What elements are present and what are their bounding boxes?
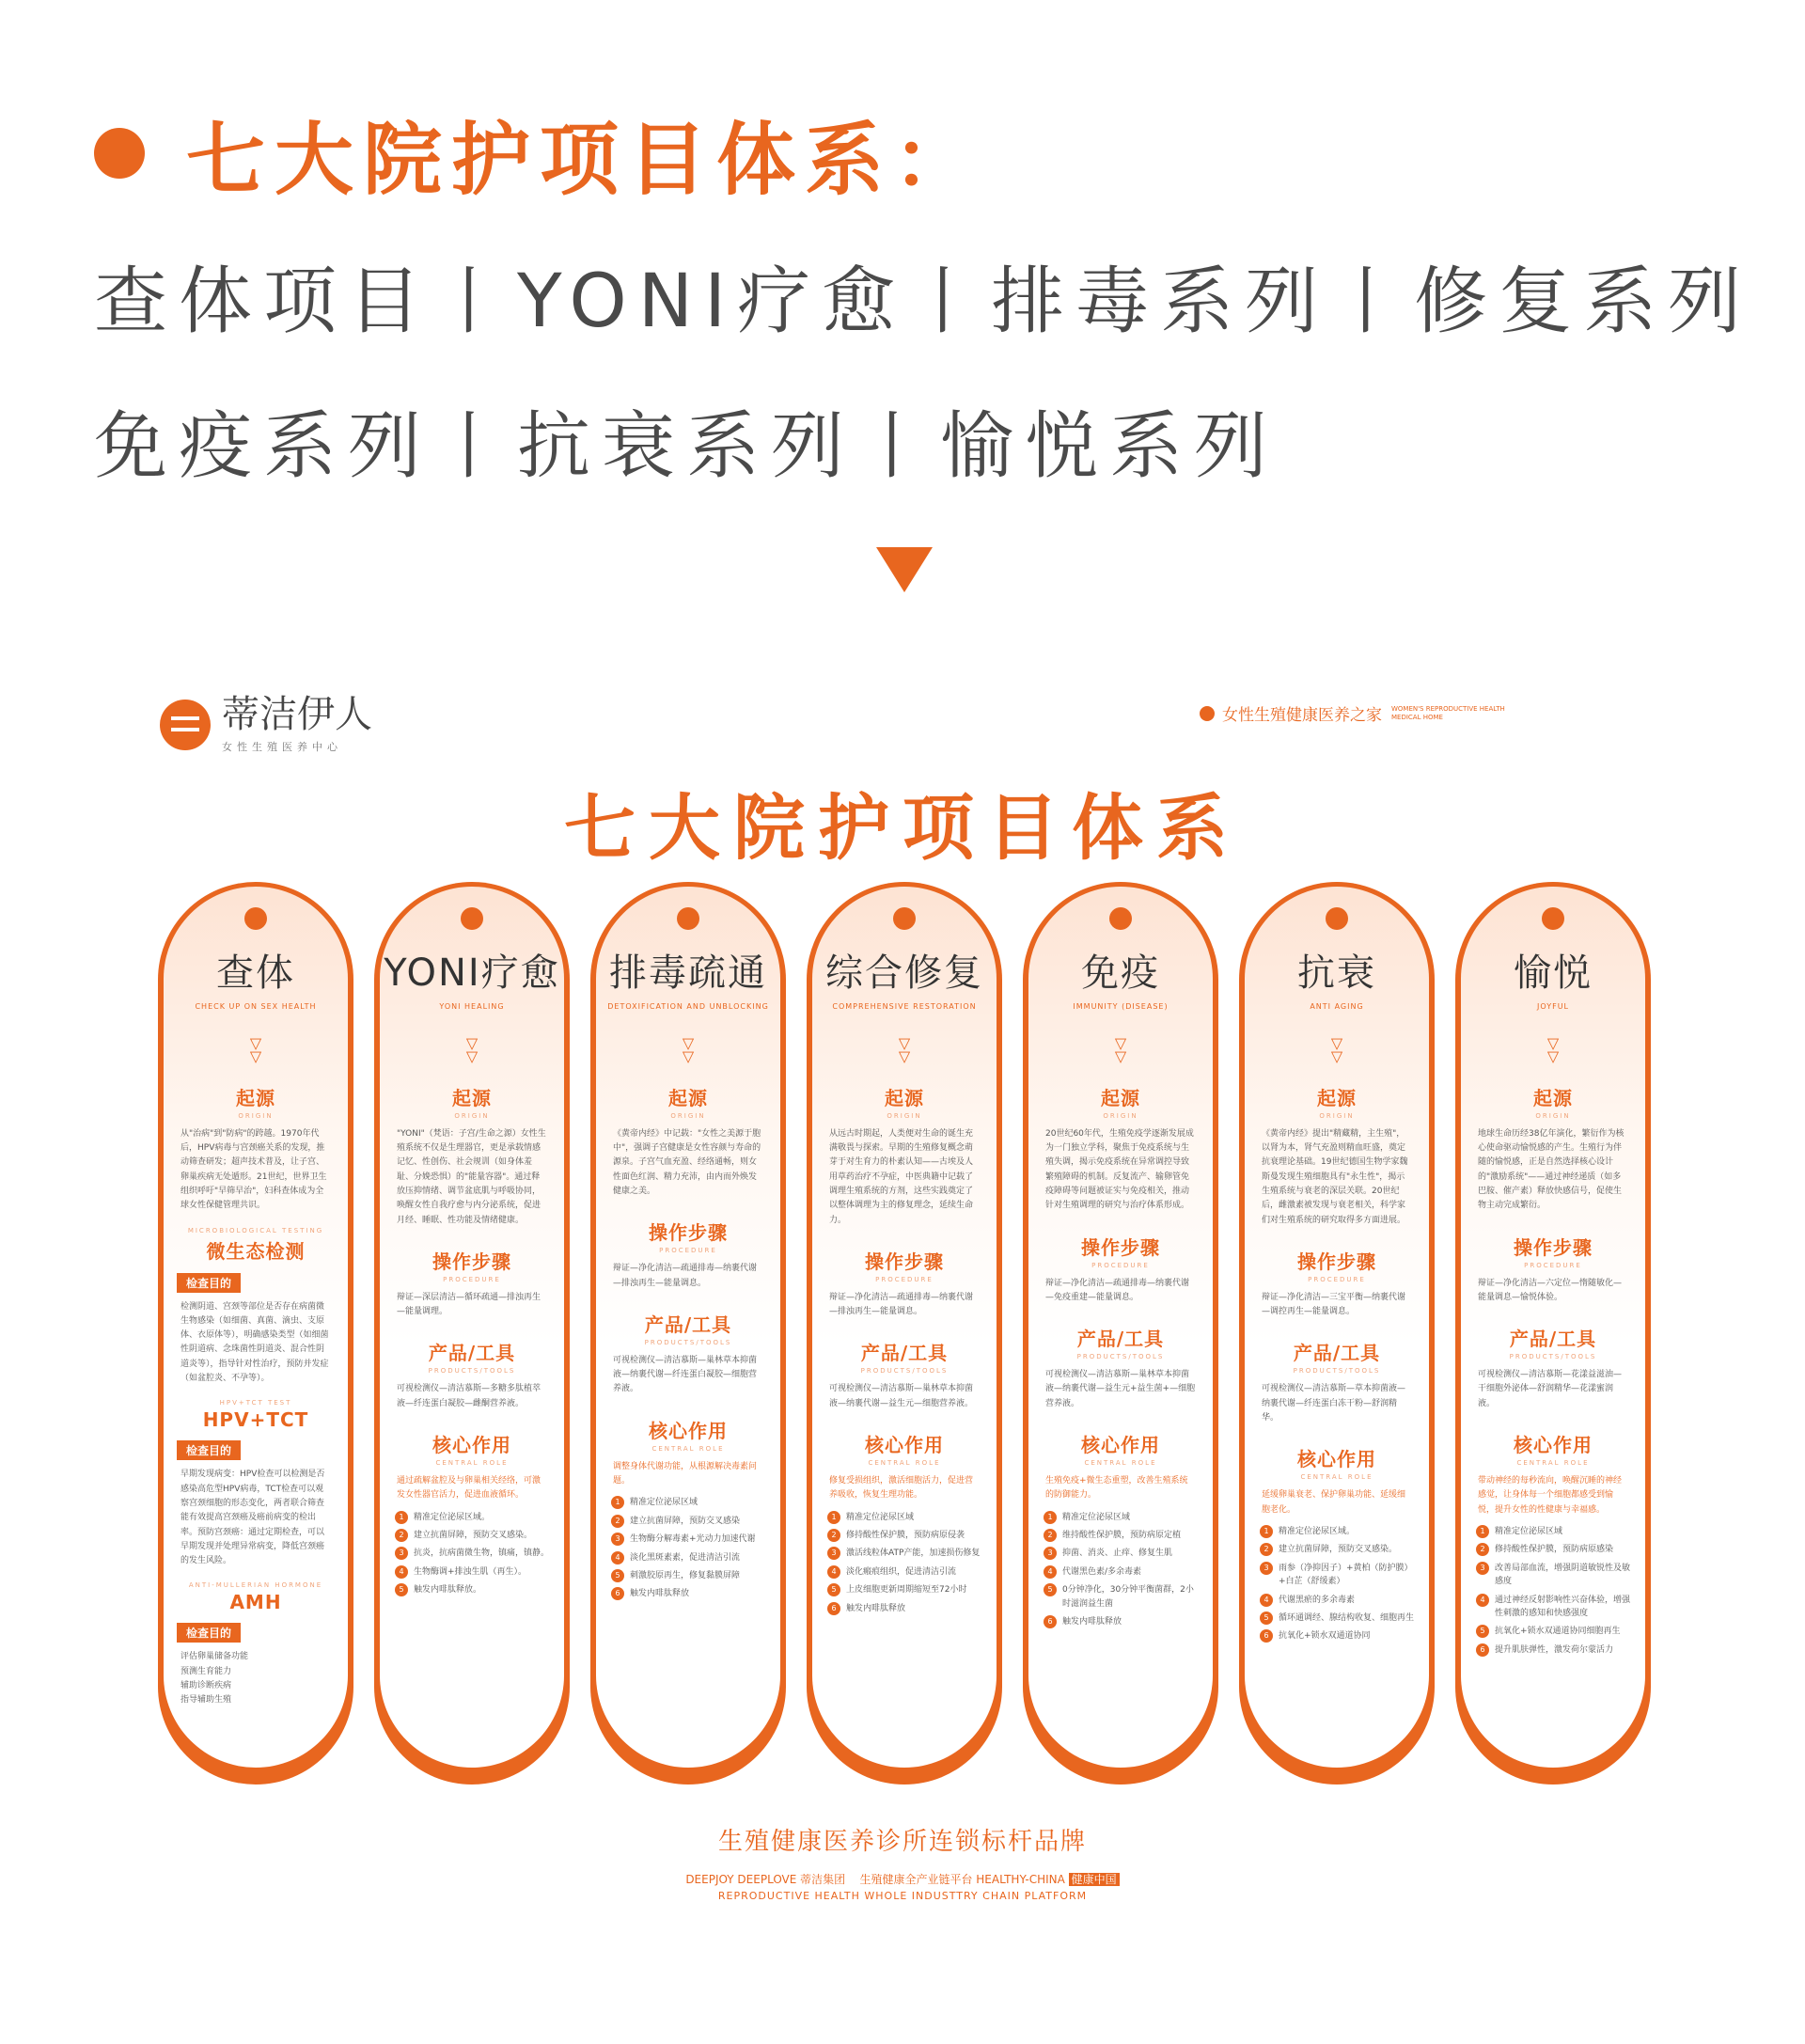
sub-text: 早期发现病变：HPV检查可以检测是否感染高危型HPV病毒，TCT检查可以观察宫颈细胞的形态变化，两者联合筛查能有效提高宫颈癌及癌前病变的检出率。预防宫颈癌：通过定期检查，可以早期发现并处理异常病变，降低宫颈癌的发生风险。 bbox=[180, 1470, 325, 1566]
core-item-text: 雨参（净抑因子）+黄柏（防护膜）+白芷（舒缓素） bbox=[1279, 1563, 1413, 1587]
section-core-note: 生殖免疫+微生态重塑，改善生殖系统的防御能力。 bbox=[1045, 1476, 1188, 1501]
double-chevron-down-icon: ▽ ▽ bbox=[1330, 1034, 1343, 1066]
footer-line-1-b: 生殖健康全产业链平台 HEALTHY-CHINA bbox=[859, 1873, 1065, 1886]
core-list bbox=[1245, 1517, 1429, 1643]
core-item-text: 激活线粒体ATP产能，加速损伤修复 bbox=[846, 1549, 981, 1559]
down-arrow-icon bbox=[876, 547, 933, 592]
tagline-en: WOMEN'S REPRODUCTIVE HEALTH MEDICAL HOME bbox=[1391, 705, 1505, 721]
section-products-en: PRODUCTS/TOOLS bbox=[644, 1338, 732, 1346]
number-badge: 3 bbox=[395, 1547, 408, 1560]
core-item bbox=[1044, 1511, 1198, 1524]
poster-board bbox=[113, 658, 1692, 1956]
core-item bbox=[1044, 1547, 1198, 1560]
section-products-en: PRODUCTS/TOOLS bbox=[1076, 1353, 1165, 1361]
core-item bbox=[827, 1547, 981, 1560]
section-core-note: 通过疏解盆腔及与卵巢相关经络，可激发女性器官活力，促进血液循环。 bbox=[397, 1476, 542, 1501]
sub-heading: AMH bbox=[229, 1591, 282, 1614]
sub-list bbox=[164, 1643, 348, 1707]
number-badge: 5 bbox=[1476, 1625, 1489, 1638]
section-origin-text: "YONI"（梵语：子宫/生命之源）女性生殖系统不仅是生理器官，更是承载情感记忆、性创伤、社会规训（如身体羞耻、分娩恐惧）的"能量容器"。通过释放压抑情绪、调节盆底肌与呼吸协同，唤醒女性自我疗愈与内分泌系统，促进月经、睡眠、性功能及情绪健康。 bbox=[397, 1128, 546, 1225]
number-badge: 1 bbox=[1260, 1525, 1273, 1538]
core-item-text: 代谢黑瘀的多余毒素 bbox=[1279, 1595, 1356, 1605]
number-badge: 4 bbox=[611, 1551, 624, 1564]
number-badge: 2 bbox=[1044, 1529, 1057, 1542]
section-products-heading: 产品/工具 bbox=[1509, 1328, 1597, 1351]
column-title: 查体 bbox=[216, 951, 295, 995]
column-immunity bbox=[1023, 882, 1218, 1785]
section-core-note: 修复受损组织，激活细胞活力，促进营养吸收，恢复生理功能。 bbox=[829, 1476, 974, 1501]
section-products-en: PRODUCTS/TOOLS bbox=[428, 1367, 516, 1376]
double-chevron-down-icon: ▽ ▽ bbox=[1546, 1034, 1560, 1066]
number-badge: 2 bbox=[611, 1515, 624, 1528]
double-chevron-down-icon: ▽ ▽ bbox=[682, 1034, 695, 1066]
section-products-heading: 产品/工具 bbox=[644, 1313, 732, 1336]
core-item bbox=[827, 1529, 981, 1542]
section-origin-text: 地球生命历经38亿年演化，繁衍作为核心使命驱动愉悦感的产生。生殖行为伴随的愉悦感，正是自然选择核心设计的"激励系统"——通过神经递质（如多巴胺、催产素）释放快感信号，促使生物主动完成繁衍。 bbox=[1478, 1128, 1624, 1211]
core-list bbox=[1028, 1503, 1213, 1629]
section-procedure-en: PROCEDURE bbox=[1524, 1261, 1582, 1269]
sub-list-item: 预测生育能力 bbox=[180, 1666, 232, 1676]
number-badge: 5 bbox=[1044, 1583, 1057, 1596]
column-dot-icon bbox=[677, 907, 699, 930]
core-item-text: 精准定位泌尿区域 bbox=[1062, 1512, 1131, 1522]
number-badge: 2 bbox=[395, 1529, 408, 1542]
core-item-text: 精准定位泌尿区域。 bbox=[1279, 1526, 1356, 1536]
section-origin-en: ORIGIN bbox=[1319, 1111, 1355, 1120]
core-item-text: 上皮细胞更新周期缩短至72小时 bbox=[846, 1585, 967, 1596]
section-core-heading: 核心作用 bbox=[865, 1434, 944, 1457]
section-products-text: 可视检测仪—清洁慕斯—草本抑菌液—纳裹代谢—纤连蛋白冻干粉—舒润精华。 bbox=[1262, 1384, 1406, 1423]
core-item bbox=[1476, 1625, 1630, 1638]
column-subtitle: IMMUNITY (DISEASE) bbox=[1073, 1002, 1169, 1011]
section-procedure-text: 辩证—净化清洁—疏通排毒—纳裹代谢—免疫重建—能量调息。 bbox=[1045, 1278, 1190, 1302]
core-item bbox=[395, 1547, 549, 1560]
section-procedure-heading: 操作步骤 bbox=[1081, 1235, 1160, 1259]
section-products-en: PRODUCTS/TOOLS bbox=[1293, 1367, 1381, 1376]
section-core-note: 带动神经的每秒流向，唤醒沉睡的神经感觉，让身体每一个细胞都感受到愉悦，提升女性的性健康与幸福感。 bbox=[1478, 1476, 1623, 1515]
column-title: 愉悦 bbox=[1514, 951, 1593, 995]
number-badge: 5 bbox=[1260, 1612, 1273, 1625]
core-item-text: 淡化瘢痕组织，促进清洁引流 bbox=[846, 1566, 957, 1577]
number-badge: 1 bbox=[827, 1511, 840, 1524]
sub-list-item: 评估卵巢储备功能 bbox=[180, 1652, 249, 1662]
section-origin-heading: 起源 bbox=[236, 1086, 275, 1109]
core-list bbox=[380, 1503, 564, 1597]
section-core-heading: 核心作用 bbox=[1514, 1434, 1593, 1457]
core-list bbox=[812, 1503, 997, 1615]
core-item bbox=[1260, 1543, 1414, 1556]
project-list-line-1: 查体项目丨YONI疗愈丨排毒系列丨修复系列 bbox=[94, 259, 1753, 344]
logo-name: 蒂洁伊人 bbox=[222, 693, 372, 736]
section-origin-heading: 起源 bbox=[1101, 1086, 1140, 1109]
core-item-text: 代谢黑色素/多余毒素 bbox=[1062, 1566, 1142, 1577]
core-item bbox=[1476, 1525, 1630, 1538]
section-procedure-heading: 操作步骤 bbox=[432, 1250, 511, 1273]
core-item bbox=[827, 1565, 981, 1579]
section-core-note: 调整身体代谢功能，从根源解决毒素问题。 bbox=[613, 1461, 758, 1486]
number-badge: 1 bbox=[611, 1496, 624, 1509]
number-badge: 4 bbox=[395, 1565, 408, 1579]
purpose-tag: 检查目的 bbox=[177, 1440, 241, 1460]
core-item-text: 改善局部血流，增强阴道敏锐性及敏感度 bbox=[1495, 1563, 1631, 1587]
column-title: YONI疗愈 bbox=[384, 951, 560, 995]
healthy-china-badge: 健康中国 bbox=[1069, 1873, 1120, 1886]
number-badge: 5 bbox=[611, 1569, 624, 1582]
core-item bbox=[1044, 1615, 1198, 1628]
core-item-text: 精准定位泌尿区域 bbox=[630, 1498, 698, 1508]
tagline-dot-icon bbox=[1200, 706, 1215, 721]
section-procedure-text: 辩证—净化清洁—六定位—惰随敏化—能量调息—愉悦体验。 bbox=[1478, 1278, 1623, 1302]
core-item-text: 抑菌、消炎、止痒、修复生肌 bbox=[1062, 1549, 1173, 1559]
core-item bbox=[1044, 1529, 1198, 1542]
column-title: 排毒疏通 bbox=[609, 951, 767, 995]
logo-mark-icon bbox=[160, 700, 211, 750]
number-badge: 5 bbox=[827, 1583, 840, 1596]
logo-subtitle: 女性生殖医养中心 bbox=[222, 741, 342, 753]
section-procedure-heading: 操作步骤 bbox=[865, 1250, 944, 1273]
section-origin-text: 从"治病"到"防病"的跨越。1970年代后，HPV病毒与宫颈癌关系的发现，推动筛查研发；超声技术普及，让子宫、卵巢疾病无处遁形。21世纪，世界卫生组织呼吁"早筛早治"，妇科查体成为全球女性保健管理共识。 bbox=[180, 1128, 327, 1211]
core-item-text: 刺激胶原再生，修复黏膜屏障 bbox=[630, 1570, 741, 1580]
number-badge: 2 bbox=[1260, 1543, 1273, 1556]
footer-slogan: 生殖健康医养诊所连锁标杆品牌 bbox=[717, 1828, 1087, 1856]
section-core-en: CENTRAL ROLE bbox=[651, 1444, 725, 1453]
column-subtitle: JOYFUL bbox=[1536, 1002, 1570, 1011]
section-origin-text: 《黄帝内经》提出"精藏精，主生殖"，以肾为本，肾气充盈则精血旺盛，奠定抗衰理论基础。19世纪德国生物学家魏斯曼发现生殖细胞具有"永生性"，揭示生殖系统与衰老的深层关联。20世纪后，雌激素被发现与衰老相关，科学家们对生殖系统的研究取得多方面进展。 bbox=[1262, 1128, 1408, 1225]
sub-en: HPV+TCT TEST bbox=[219, 1399, 292, 1407]
purpose-tag: 检查目的 bbox=[177, 1623, 241, 1643]
core-item-text: 建立抗菌屏障，预防交叉感染。 bbox=[414, 1531, 533, 1541]
double-chevron-down-icon: ▽ ▽ bbox=[249, 1034, 262, 1066]
core-item-text: 触发内啡肽释放 bbox=[630, 1589, 690, 1599]
number-badge: 4 bbox=[827, 1565, 840, 1579]
core-item-text: 精准定位泌尿区域 bbox=[1495, 1526, 1563, 1536]
core-item-text: 精准定位泌尿区域 bbox=[846, 1512, 915, 1522]
board-title: 七大院护项目体系 bbox=[564, 786, 1241, 870]
section-origin-heading: 起源 bbox=[452, 1086, 492, 1109]
section-core-heading: 核心作用 bbox=[432, 1434, 511, 1457]
core-item bbox=[827, 1511, 981, 1524]
section-products-heading: 产品/工具 bbox=[1076, 1328, 1165, 1351]
core-item bbox=[1476, 1594, 1630, 1621]
sub-list-item: 指导辅助生殖 bbox=[180, 1695, 232, 1706]
sub-en: ANTI-MULLERIAN HORMONE bbox=[188, 1581, 323, 1590]
column-subtitle: CHECK UP ON SEX HEALTH bbox=[195, 1002, 317, 1011]
core-item-text: 触发内啡肽释放 bbox=[846, 1603, 906, 1613]
core-item bbox=[1260, 1612, 1414, 1625]
number-badge: 2 bbox=[1476, 1543, 1489, 1556]
core-item-text: 精准定位泌尿区域。 bbox=[414, 1512, 491, 1522]
number-badge: 3 bbox=[1044, 1547, 1057, 1560]
core-item bbox=[395, 1529, 549, 1542]
core-item-text: 提升肌肤弹性，激发荷尔蒙活力 bbox=[1495, 1644, 1614, 1655]
number-badge: 2 bbox=[827, 1529, 840, 1542]
column-title: 综合修复 bbox=[825, 951, 983, 995]
core-item-text: 0分钟净化，30分钟平衡菌群，2小时滋润益生菌 bbox=[1062, 1585, 1194, 1609]
column-check-up bbox=[158, 882, 353, 1785]
sub-heading: HPV+TCT bbox=[202, 1408, 309, 1432]
core-item-text: 淡化黑斑素素，促进清洁引流 bbox=[630, 1552, 741, 1563]
section-procedure-heading: 操作步骤 bbox=[1297, 1250, 1376, 1273]
column-subtitle: COMPREHENSIVE RESTORATION bbox=[832, 1002, 977, 1011]
number-badge: 6 bbox=[1476, 1643, 1489, 1657]
number-badge: 6 bbox=[611, 1587, 624, 1600]
number-badge: 4 bbox=[1044, 1565, 1057, 1579]
core-item bbox=[1260, 1562, 1414, 1589]
number-badge: 3 bbox=[1476, 1562, 1489, 1575]
column-subtitle: YONI HEALING bbox=[439, 1002, 505, 1011]
core-item bbox=[611, 1569, 765, 1582]
section-products-heading: 产品/工具 bbox=[428, 1342, 516, 1365]
section-procedure-heading: 操作步骤 bbox=[649, 1221, 728, 1245]
column-dot-icon bbox=[893, 907, 916, 930]
core-item-text: 触发内啡肽释放 bbox=[1062, 1616, 1122, 1627]
core-item bbox=[611, 1496, 765, 1509]
core-item-text: 维持酸性保护膜，预防病原定植 bbox=[1062, 1531, 1182, 1541]
sub-list-item: 辅助诊断疾病 bbox=[180, 1681, 232, 1691]
tagline-cn: 女性生殖健康医养之家 bbox=[1222, 706, 1382, 725]
sub-text: 检测阴道、宫颈等部位是否存在病菌微生物感染（如细菌、真菌、滴虫、支原体、衣原体等），明确感染类型（如细菌性阴道病、念珠菌性阴道炎、混合性阴道炎等），指导针对性治疗，预防并发症（如盆腔炎、不孕等）。 bbox=[180, 1301, 329, 1384]
sub-heading: 微生态检测 bbox=[206, 1239, 306, 1263]
section-core-en: CENTRAL ROLE bbox=[1084, 1459, 1157, 1468]
core-item bbox=[1260, 1629, 1414, 1643]
section-origin-en: ORIGIN bbox=[238, 1111, 274, 1120]
core-item-text: 通过神经反射影响性兴奋体验，增强性刺激的感知和快感强度 bbox=[1495, 1595, 1631, 1618]
core-item-text: 抗炎，抗病菌微生物，镇痛，镇静。 bbox=[414, 1549, 550, 1559]
core-item-text: 生物酶调+排浊生肌（再生）。 bbox=[414, 1566, 527, 1577]
core-item-text: 生物酶分解毒素+光动力加速代谢 bbox=[630, 1534, 756, 1545]
section-origin-heading: 起源 bbox=[668, 1086, 708, 1109]
section-origin-en: ORIGIN bbox=[887, 1111, 922, 1120]
core-item-text: 循环通调经、腺结构收复、细胞再生 bbox=[1279, 1612, 1415, 1623]
column-title: 抗衰 bbox=[1297, 951, 1376, 995]
core-item-text: 建立抗菌屏障，预防交叉感染。 bbox=[1279, 1545, 1398, 1555]
section-origin-en: ORIGIN bbox=[1103, 1111, 1138, 1120]
section-procedure-text: 辩证—净化清洁—疏通排毒—纳裹代谢—排浊再生—能量调息。 bbox=[829, 1292, 974, 1317]
number-badge: 3 bbox=[611, 1533, 624, 1546]
section-core-en: CENTRAL ROLE bbox=[1516, 1459, 1590, 1468]
core-item bbox=[1476, 1543, 1630, 1556]
core-item bbox=[611, 1551, 765, 1564]
column-title: 免疫 bbox=[1081, 951, 1160, 995]
section-origin-heading: 起源 bbox=[1533, 1086, 1573, 1109]
section-origin-heading: 起源 bbox=[885, 1086, 924, 1109]
tagline bbox=[1200, 701, 1523, 725]
number-badge: 6 bbox=[827, 1602, 840, 1615]
number-badge: 3 bbox=[1260, 1562, 1273, 1575]
sub-en: MICROBIOLOGICAL TESTING bbox=[187, 1226, 324, 1234]
section-procedure-text: 辩证—净化清洁—三宝平衡—纳裹代谢—调控再生—能量调息。 bbox=[1262, 1292, 1406, 1317]
section-origin-text: 20世纪60年代，生殖免疫学逐渐发展成为一门独立学科，聚焦于免疫系统与生殖失调，揭示免疫系统在异常调控导致繁殖障碍的机制。反复流产、输卵管免疫障碍等问题被证实与免疫相关，推动针对生殖调理的研究与治疗体系形成。 bbox=[1045, 1128, 1194, 1211]
core-item-text: 触发内啡肽释放。 bbox=[414, 1585, 482, 1596]
column-dot-icon bbox=[1542, 907, 1564, 930]
hero-heading: 七大院护项目体系： bbox=[186, 113, 982, 206]
column-dot-icon bbox=[1109, 907, 1132, 930]
project-columns bbox=[158, 882, 1651, 1785]
bullet-dot-icon bbox=[94, 128, 145, 179]
column-dot-icon bbox=[244, 907, 267, 930]
core-item-text: 建立抗菌屏障，预防交叉感染 bbox=[630, 1516, 741, 1526]
section-procedure-en: PROCEDURE bbox=[1308, 1275, 1366, 1283]
section-core-heading: 核心作用 bbox=[649, 1419, 728, 1442]
double-chevron-down-icon: ▽ ▽ bbox=[898, 1034, 911, 1066]
section-procedure-en: PROCEDURE bbox=[1091, 1261, 1150, 1269]
section-procedure-en: PROCEDURE bbox=[875, 1275, 934, 1283]
section-products-en: PRODUCTS/TOOLS bbox=[860, 1367, 949, 1376]
section-core-heading: 核心作用 bbox=[1081, 1434, 1160, 1457]
column-yoni-healing bbox=[374, 882, 570, 1785]
core-item bbox=[1476, 1643, 1630, 1657]
core-item bbox=[1476, 1562, 1630, 1589]
column-joyful bbox=[1455, 882, 1651, 1785]
core-item bbox=[611, 1587, 765, 1600]
core-item bbox=[827, 1583, 981, 1596]
section-products-en: PRODUCTS/TOOLS bbox=[1509, 1353, 1597, 1361]
section-core-note: 延缓卵巢衰老、保护卵巢功能、延缓细胞老化。 bbox=[1262, 1490, 1406, 1515]
footer-line-1 bbox=[113, 1871, 1692, 1887]
core-item bbox=[395, 1565, 549, 1579]
footer-line-2: REPRODUCTIVE HEALTH WHOLE INDUSTTRY CHAIN PLATFORM bbox=[717, 1890, 1088, 1902]
brand-logo bbox=[160, 693, 372, 754]
section-products-heading: 产品/工具 bbox=[1293, 1342, 1381, 1365]
number-badge: 3 bbox=[827, 1547, 840, 1560]
section-procedure-en: PROCEDURE bbox=[443, 1275, 501, 1283]
section-origin-en: ORIGIN bbox=[454, 1111, 490, 1120]
section-origin-heading: 起源 bbox=[1317, 1086, 1357, 1109]
core-item bbox=[1044, 1565, 1198, 1579]
number-badge: 1 bbox=[1476, 1525, 1489, 1538]
project-list-line-2: 免疫系列丨抗衰系列丨愉悦系列 bbox=[94, 404, 1279, 489]
section-origin-en: ORIGIN bbox=[1535, 1111, 1571, 1120]
section-core-heading: 核心作用 bbox=[1297, 1448, 1376, 1471]
section-origin-text: 《黄帝内经》中记载："女性之美源于胞中"，强调子宫健康是女性容颜与寿命的源泉。子宫气血充盈、经络通畅，则女性面色红润、精力充沛，由内而外焕发健康之美。 bbox=[613, 1128, 761, 1196]
section-products-text: 可视检测仪—清洁慕斯—花漾益滋油—干细胞外泌体—舒润精华—花漾蜜润液。 bbox=[1478, 1370, 1623, 1408]
core-item bbox=[611, 1515, 765, 1528]
number-badge: 1 bbox=[395, 1511, 408, 1524]
core-item bbox=[611, 1533, 765, 1546]
section-products-heading: 产品/工具 bbox=[860, 1342, 949, 1365]
core-item bbox=[1260, 1525, 1414, 1538]
number-badge: 1 bbox=[1044, 1511, 1057, 1524]
section-origin-en: ORIGIN bbox=[670, 1111, 706, 1120]
section-procedure-text: 辩证—净化清洁—疏通排毒—纳裹代谢—排浊再生—能量调息。 bbox=[613, 1264, 758, 1288]
number-badge: 6 bbox=[1044, 1615, 1057, 1628]
double-chevron-down-icon: ▽ ▽ bbox=[1114, 1034, 1127, 1066]
core-item bbox=[1044, 1583, 1198, 1611]
number-badge: 5 bbox=[395, 1583, 408, 1596]
core-list bbox=[1461, 1517, 1645, 1657]
double-chevron-down-icon: ▽ ▽ bbox=[465, 1034, 479, 1066]
column-subtitle: DETOXIFICATION AND UNBLOCKING bbox=[607, 1002, 769, 1011]
section-products-text: 可视检测仪—清洁慕斯—巢林草本抑菌液—纳裹代谢—纤连蛋白凝胶—细胞营养液。 bbox=[613, 1355, 758, 1394]
section-core-en: CENTRAL ROLE bbox=[868, 1459, 941, 1468]
core-item bbox=[827, 1602, 981, 1615]
section-products-text: 可视检测仪—清洁慕斯—巢林草本抑菌液—纳裹代谢—益生元—细胞营养液。 bbox=[829, 1384, 974, 1408]
section-procedure-text: 辩证—深层清洁—循环疏通—排浊再生—能量调理。 bbox=[397, 1292, 542, 1317]
core-item-text: 修持酸性保护膜，预防病原侵袭 bbox=[846, 1531, 965, 1541]
core-item bbox=[395, 1511, 549, 1524]
column-detox bbox=[590, 882, 786, 1785]
number-badge: 4 bbox=[1476, 1594, 1489, 1607]
hero-title bbox=[94, 102, 981, 205]
column-dot-icon bbox=[461, 907, 483, 930]
footer-line-1-a: DEEPJOY DEEPLOVE 蒂洁集团 bbox=[685, 1873, 846, 1886]
section-core-en: CENTRAL ROLE bbox=[435, 1459, 509, 1468]
number-badge: 6 bbox=[1260, 1629, 1273, 1643]
section-procedure-heading: 操作步骤 bbox=[1514, 1235, 1593, 1259]
column-anti-aging bbox=[1239, 882, 1435, 1785]
core-item-text: 修持酸性保护膜，预防病原感染 bbox=[1495, 1545, 1614, 1555]
core-item-text: 抗氧化+锁水双通道协同 bbox=[1279, 1631, 1371, 1642]
core-item bbox=[395, 1583, 549, 1596]
column-restoration bbox=[807, 882, 1002, 1785]
section-products-text: 可视检测仪—清洁慕斯—多糖多肽植萃液—纤连蛋白凝胶—雌酮营养液。 bbox=[397, 1384, 542, 1408]
core-item bbox=[1260, 1594, 1414, 1607]
section-products-text: 可视检测仪—清洁慕斯—巢林草本抑菌液—纳裹代谢—益生元+益生菌+—细胞营养液。 bbox=[1045, 1370, 1196, 1408]
number-badge: 4 bbox=[1260, 1594, 1273, 1607]
column-subtitle: ANTI AGING bbox=[1310, 1002, 1364, 1011]
core-item-text: 抗氧化+锁水双通道协同细胞再生 bbox=[1495, 1627, 1621, 1637]
core-list bbox=[596, 1488, 780, 1600]
section-origin-text: 从远古时期起，人类便对生命的诞生充满敬畏与探索。早期的生殖修复概念萌芽于对生育力的朴素认知——古埃及人用草药治疗不孕症，中医典籍中记载了调理生殖系统的方剂，这些实践奠定了以整体调理为主的修复理念，延续生命力。 bbox=[829, 1128, 974, 1225]
section-procedure-en: PROCEDURE bbox=[659, 1247, 717, 1255]
purpose-tag: 检查目的 bbox=[177, 1273, 241, 1293]
section-core-en: CENTRAL ROLE bbox=[1300, 1473, 1373, 1482]
column-dot-icon bbox=[1326, 907, 1348, 930]
